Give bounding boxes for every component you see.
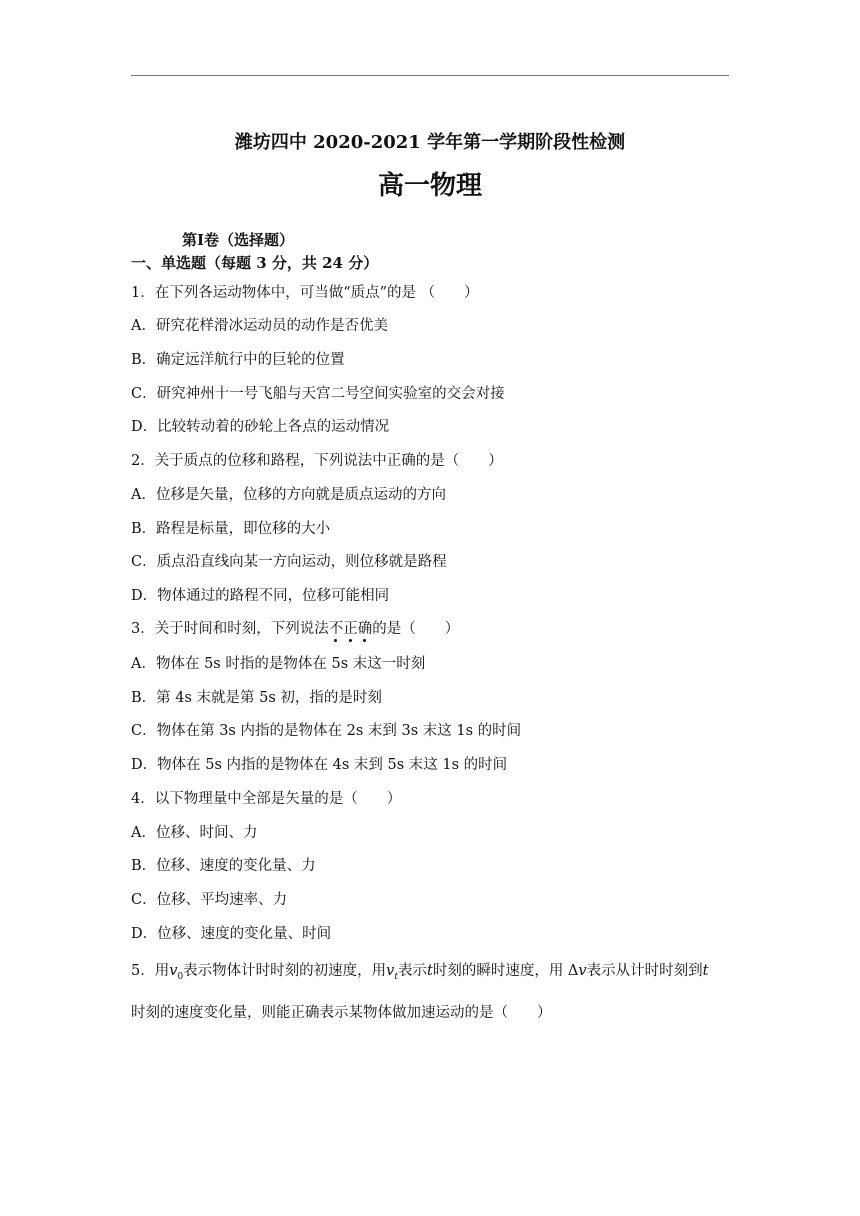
q3-stem-text: 3．关于时间和时刻，下列说法 bbox=[131, 621, 329, 637]
q5-stem-line2: 时刻的速度变化量，则能正确表示某物体做加速运动的是（ ） bbox=[131, 1005, 552, 1021]
q5-text: 5．用 bbox=[131, 963, 170, 979]
q2-stem: 2．关于质点的位移和路程，下列说法中正确的是（ ） bbox=[131, 453, 503, 469]
q5-stem-line1 bbox=[131, 959, 708, 982]
q3-option-d: D．物体在 5s 内指的是物体在 4s 末到 5s 末这 1s 的时间 bbox=[131, 757, 508, 773]
q1-option-b: B．确定远洋航行中的巨轮的位置 bbox=[131, 352, 345, 368]
q3-emphasis-char: 确 bbox=[357, 621, 373, 637]
q5-text: 时刻的瞬时速度，用 Δ bbox=[432, 963, 579, 979]
q2-option-b: B．路程是标量，即位移的大小 bbox=[131, 521, 331, 537]
q5-text: 表示物体计时时刻的初速度，用 bbox=[183, 963, 387, 979]
q5-subscript: t bbox=[394, 971, 398, 982]
q3-emphasis-char: 正 bbox=[343, 621, 358, 637]
q3-option-b: B．第 4s 末就是第 5s 初，指的是时刻 bbox=[131, 690, 382, 706]
q1-option-d: D．比较转动着的砂轮上各点的运动情况 bbox=[131, 419, 390, 435]
q5-symbol: v bbox=[578, 963, 587, 979]
q4-option-c: C．位移、平均速率、力 bbox=[131, 892, 288, 908]
q4-stem: 4．以下物理量中全部是矢量的是（ ） bbox=[131, 791, 402, 807]
header-rule bbox=[131, 75, 729, 76]
q5-symbol: t bbox=[702, 963, 709, 979]
q5-symbol: v bbox=[169, 963, 178, 979]
part-heading: 第Ⅰ卷（选择题） bbox=[182, 231, 295, 249]
q5-text: 表示从计时时刻到 bbox=[586, 963, 703, 979]
q1-option-c: C．研究神州十一号飞船与天宫二号空间实验室的交会对接 bbox=[131, 386, 505, 402]
section-heading: 一、单选题（每题 3 分，共 24 分） bbox=[131, 254, 379, 272]
q4-option-a: A．位移、时间、力 bbox=[131, 825, 258, 841]
q2-option-d: D．物体通过的路程不同，位移可能相同 bbox=[131, 588, 390, 604]
q3-stem bbox=[131, 617, 459, 638]
q3-stem-text: 的是（ ） bbox=[372, 621, 460, 637]
q3-option-a: A．物体在 5s 时指的是物体在 5s 末这一时刻 bbox=[131, 656, 426, 672]
q1-stem: 1．在下列各运动物体中，可当做“质点”的是 （ ） bbox=[131, 285, 479, 301]
q3-option-c: C．物体在第 3s 内指的是物体在 2s 末到 3s 末这 1s 的时间 bbox=[131, 723, 522, 739]
q5-symbol: t bbox=[427, 963, 433, 979]
q2-option-a: A．位移是矢量，位移的方向就是质点运动的方向 bbox=[131, 487, 446, 503]
q5-symbol: v bbox=[386, 963, 395, 979]
q5-subscript: 0 bbox=[177, 971, 184, 982]
q4-option-d: D．位移、速度的变化量、时间 bbox=[131, 926, 332, 942]
q5-text: 表示 bbox=[398, 963, 427, 979]
q2-option-c: C．质点沿直线向某一方向运动，则位移就是路程 bbox=[131, 554, 447, 570]
subject-title: 高一物理 bbox=[377, 171, 482, 201]
q1-option-a: A．研究花样滑冰运动员的动作是否优美 bbox=[131, 318, 388, 334]
q4-option-b: B．位移、速度的变化量、力 bbox=[131, 858, 316, 874]
exam-title: 潍坊四中 2020-2021 学年第一学期阶段性检测 bbox=[234, 132, 626, 153]
q3-emphasis-char: 不 bbox=[328, 621, 344, 637]
